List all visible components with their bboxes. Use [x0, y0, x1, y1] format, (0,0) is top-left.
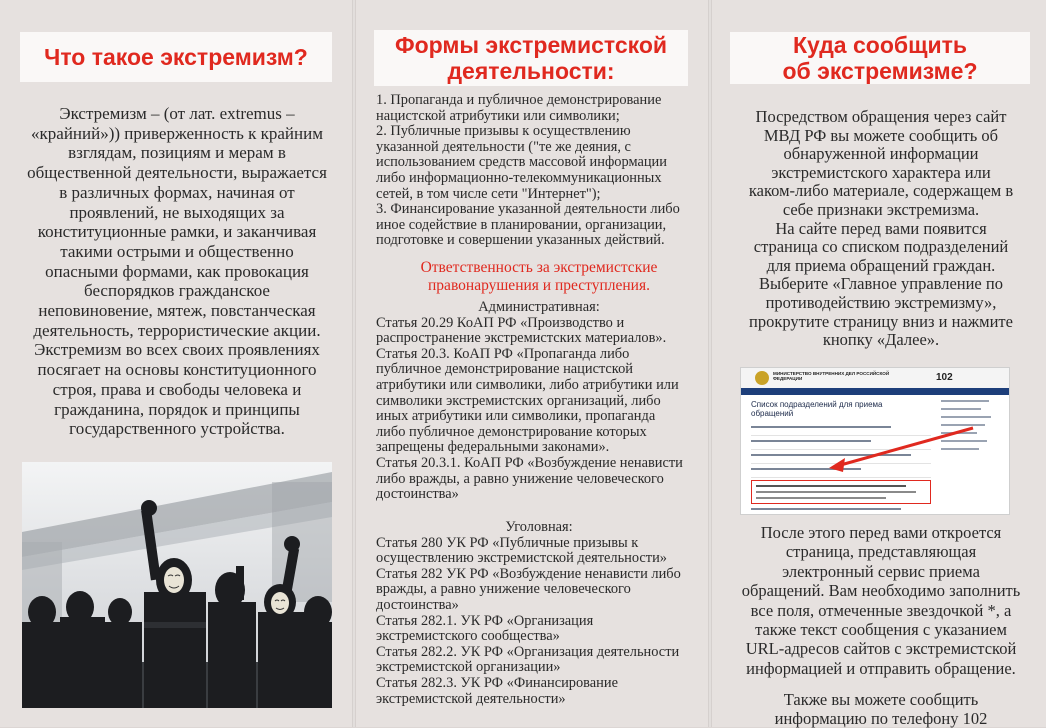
- col1-intro: [22, 104, 332, 439]
- responsibility-line1: Ответственность за экстремистские: [420, 259, 658, 276]
- col1-line: Экстремизм во всех своих проявлениях: [34, 340, 320, 360]
- site-title: МИНИСТЕРСТВО ВНУТРЕННИХ ДЕЛ РОССИЙСКОЙ ФЕДЕРАЦИИ: [773, 371, 890, 382]
- admin-line: достоинства»: [376, 486, 459, 503]
- forms-line: 3. Финансирование указанной деятельности либо: [376, 201, 680, 218]
- col3-title-box: [730, 32, 1030, 84]
- responsibility-heading: [376, 259, 702, 295]
- admin-line: распространение экстремистских материалов».: [376, 330, 667, 347]
- forms-line: либо информационно-телекоммуникационных: [376, 169, 662, 186]
- col3-line: себе признаки экстремизма.: [782, 199, 980, 219]
- col1-line: посягает на основы конституционного: [37, 360, 317, 380]
- col1-line: проявлений, не выходящих за: [69, 202, 285, 222]
- admin-line: либо публичное демонстрирование которых: [376, 423, 647, 440]
- col3-line: также текст сообщения с указанием: [755, 620, 1007, 640]
- mvd-site-screenshot: [741, 368, 1009, 514]
- forms-line: нацистской атрибутики или символики;: [376, 107, 620, 124]
- forms-line: сетей, в том числе сети "Интернет");: [376, 185, 601, 202]
- col1-line: общественной деятельности, выражается: [27, 163, 327, 183]
- col1-line: деятельность, террористические акции.: [33, 320, 321, 340]
- col3-line: обращений. Вам необходимо заполнить: [741, 581, 1021, 601]
- forms-line: 2. Публичные призывы к осуществлению: [376, 123, 631, 140]
- protest-photo: [22, 462, 332, 708]
- col3-line: прокрутите страницу вниз и нажмите: [749, 311, 1013, 331]
- admin-line: Статья 20.3.1. КоАП РФ «Возбуждение ненависти: [376, 454, 683, 471]
- col3-phone-text: [722, 690, 1040, 728]
- phone-line2: информацию по телефону 102: [774, 709, 988, 728]
- col3-line: для приема обращений граждан.: [766, 255, 996, 275]
- col1-title: Что такое экстремизм?: [44, 44, 308, 70]
- admin-line: запрещены федеральными законами».: [376, 439, 610, 456]
- admin-line: символики экстремистских организаций, либо: [376, 392, 661, 409]
- admin-line: Статья 20.29 КоАП РФ «Производство и: [376, 314, 625, 331]
- admin-heading: Административная:: [478, 299, 600, 315]
- admin-line: атрибутики или символики, либо атрибутики или: [376, 376, 679, 393]
- col3-line: противодействию экстремизму»,: [765, 292, 997, 312]
- col3-top-text: [722, 108, 1040, 350]
- forms-list: [376, 93, 702, 249]
- site-phone: 102: [936, 372, 953, 383]
- col3-line: URL-адресов сайтов с экстремистской: [745, 639, 1017, 659]
- red-arrow-icon: [741, 368, 1009, 514]
- phone-line1: Также вы можете сообщить: [783, 690, 979, 709]
- forms-line: использованием средств массовой информации: [376, 154, 667, 171]
- col1-line: Экстремизм – (от лат. extremus –: [59, 104, 295, 123]
- forms-line: иное содействие в планировании, организации,: [376, 216, 667, 233]
- responsibility-line2: правонарушения и преступления.: [428, 277, 650, 294]
- col3-line: После этого перед вами откроется: [760, 523, 1002, 542]
- col3-line: Посредством обращения через сайт: [755, 107, 1007, 126]
- col3-line: все поля, отмеченные звездочкой *, а: [750, 600, 1012, 620]
- col1-line: конституционные рамки, и заканчивая: [37, 222, 317, 242]
- col3-line: обнаруженной информации: [783, 144, 979, 164]
- col1-line: в различных формах, начиная от: [59, 182, 295, 202]
- col1-line: беспорядков гражданское: [84, 281, 270, 301]
- col3-line: МВД РФ вы можете сообщить об: [763, 125, 999, 145]
- list-title-line1: Список подразделений для приема: [751, 400, 883, 409]
- list-title-line2: обращений: [751, 409, 794, 418]
- fold-line-1: [352, 0, 356, 727]
- col3-bottom-text: [722, 523, 1040, 678]
- forms-line: указанной деятельности ("те же деяния, с: [376, 138, 631, 155]
- criminal-line: Статья 282.2. УК РФ «Организация деятельности: [376, 643, 680, 660]
- col3-line: каком-либо материале, содержащем в: [748, 181, 1014, 201]
- criminal-line: осуществлению экстремистской деятельности»: [376, 550, 667, 567]
- criminal-line: Статья 282.1. УК РФ «Организация: [376, 612, 594, 629]
- col3-title-line1: Куда сообщить: [792, 32, 968, 58]
- criminal-heading: Уголовная:: [505, 519, 573, 535]
- criminal-line: экстремистской деятельности»: [376, 690, 566, 707]
- criminal-section: [376, 520, 702, 707]
- admin-line: публичное демонстрирование нацистской: [376, 361, 633, 378]
- criminal-line: экстремистского сообщества»: [376, 628, 560, 645]
- col3-line: На сайте перед вами появится: [775, 218, 987, 238]
- criminal-line: достоинства»: [376, 596, 459, 613]
- col2-title-line2: деятельности:: [447, 58, 615, 84]
- admin-section: [376, 300, 702, 503]
- criminal-line: Статья 280 УК РФ «Публичные призывы к: [376, 534, 639, 551]
- admin-line: иных атрибутики или символики, пропаганда: [376, 408, 656, 425]
- criminal-line: вражды, а равно унижение человеческого: [376, 581, 631, 598]
- col3-line: информацией и отправить обращение.: [746, 658, 1016, 678]
- col1-line: государственного устройства.: [69, 419, 285, 439]
- col1-title-box: [20, 32, 332, 82]
- admin-line: Статья 20.3. КоАП РФ «Пропаганда либо: [376, 345, 630, 362]
- col1-line: такими острыми и общественно: [60, 241, 294, 261]
- col3-line: Выберите «Главное управление по: [759, 274, 1003, 294]
- col3-line: страница со списком подразделений: [753, 237, 1009, 257]
- col2-title-box: [374, 30, 688, 86]
- criminal-line: Статья 282.3. УК РФ «Финансирование: [376, 674, 618, 691]
- col1-line: строя, права и свободы человека и: [52, 379, 302, 399]
- col3-title-line2: об экстремизме?: [782, 58, 978, 84]
- col3-line: кнопку «Далее».: [822, 330, 940, 350]
- col3-line: электронный сервис приема: [782, 561, 980, 581]
- fold-line-2: [708, 0, 712, 727]
- col1-line: гражданина, порядок и принципы: [54, 399, 300, 419]
- forms-line: 1. Пропаганда и публичное демонстрирование: [376, 92, 662, 108]
- criminal-line: Статья 282 УК РФ «Возбуждение ненависти либо: [376, 565, 681, 582]
- col1-line: «крайний»)) приверженность к крайним: [31, 123, 323, 143]
- col1-line: взглядам, позициям и мерам в: [68, 143, 286, 163]
- criminal-line: экстремистской организации»: [376, 659, 561, 676]
- col1-line: неповиновение, мятеж, повстанческая: [38, 301, 316, 321]
- admin-line: либо вражды, а равно унижение человеческого: [376, 470, 664, 487]
- col1-line: опасными формами, как провокация: [45, 261, 309, 281]
- col3-line: страница, представляющая: [785, 542, 977, 562]
- col2-title-line1: Формы экстремистской: [394, 32, 668, 58]
- forms-line: подготовке и совершении указанных действий.: [376, 232, 665, 249]
- col3-line: экстремистского характера или: [771, 162, 991, 182]
